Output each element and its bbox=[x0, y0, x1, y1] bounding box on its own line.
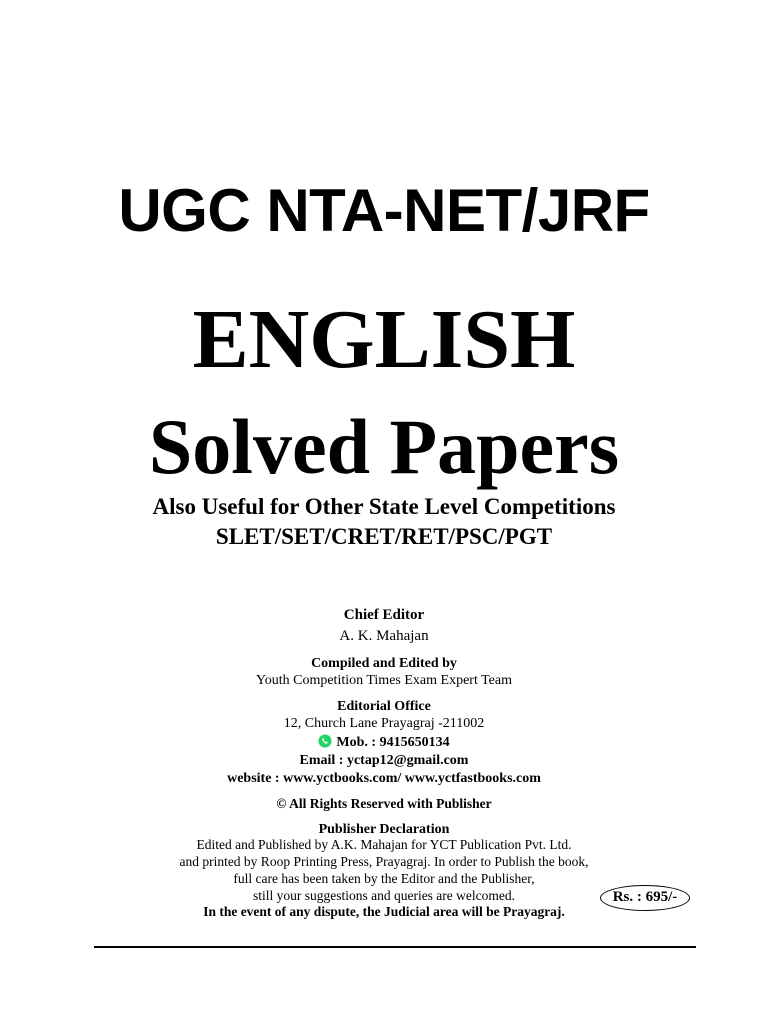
mobile-line bbox=[0, 733, 768, 753]
declaration-line-jurisdiction: In the event of any dispute, the Judicial area will be Prayagraj. bbox=[203, 904, 565, 919]
chief-editor-name: A. K. Mahajan bbox=[339, 628, 429, 644]
book-title: Solved Papers bbox=[148, 403, 620, 490]
price-badge: Rs. : 695/- bbox=[600, 885, 690, 911]
compiled-by-team: Youth Competition Times Exam Expert Team bbox=[256, 673, 512, 688]
declaration-line: full care has been taken by the Editor and the Publisher, bbox=[233, 871, 535, 886]
declaration-line: and printed by Roop Printing Press, Prayagraj. In order to Publish the book, bbox=[179, 854, 589, 869]
declaration-line: still your suggestions and queries are welcomed. bbox=[252, 888, 516, 903]
exam-title: UGC NTA-NET/JRF bbox=[118, 177, 650, 244]
email-line[interactable]: Email : yctap12@gmail.com bbox=[299, 753, 469, 768]
editorial-office-address: 12, Church Lane Prayagraj -211002 bbox=[283, 716, 485, 731]
whatsapp-icon bbox=[318, 734, 332, 748]
exams-list-line: SLET/SET/CRET/RET/PSC/PGT bbox=[215, 524, 553, 549]
bottom-divider bbox=[94, 946, 696, 948]
website-line[interactable]: website : www.yctbooks.com/ www.yctfastbooks.com bbox=[227, 771, 541, 786]
mobile-number: Mob. : 9415650134 bbox=[336, 735, 450, 750]
editorial-office-label: Editorial Office bbox=[337, 699, 431, 714]
compiled-by-label: Compiled and Edited by bbox=[311, 656, 457, 671]
useful-for-line: Also Useful for Other State Level Competitions bbox=[152, 494, 616, 519]
declaration-line: Edited and Published by A.K. Mahajan for YCT Publication Pvt. Ltd. bbox=[196, 837, 572, 852]
rights-line: © All Rights Reserved with Publisher bbox=[276, 796, 492, 811]
chief-editor-label: Chief Editor bbox=[343, 607, 425, 623]
subject-title: ENGLISH bbox=[192, 293, 576, 386]
publisher-declaration-label: Publisher Declaration bbox=[318, 822, 450, 837]
